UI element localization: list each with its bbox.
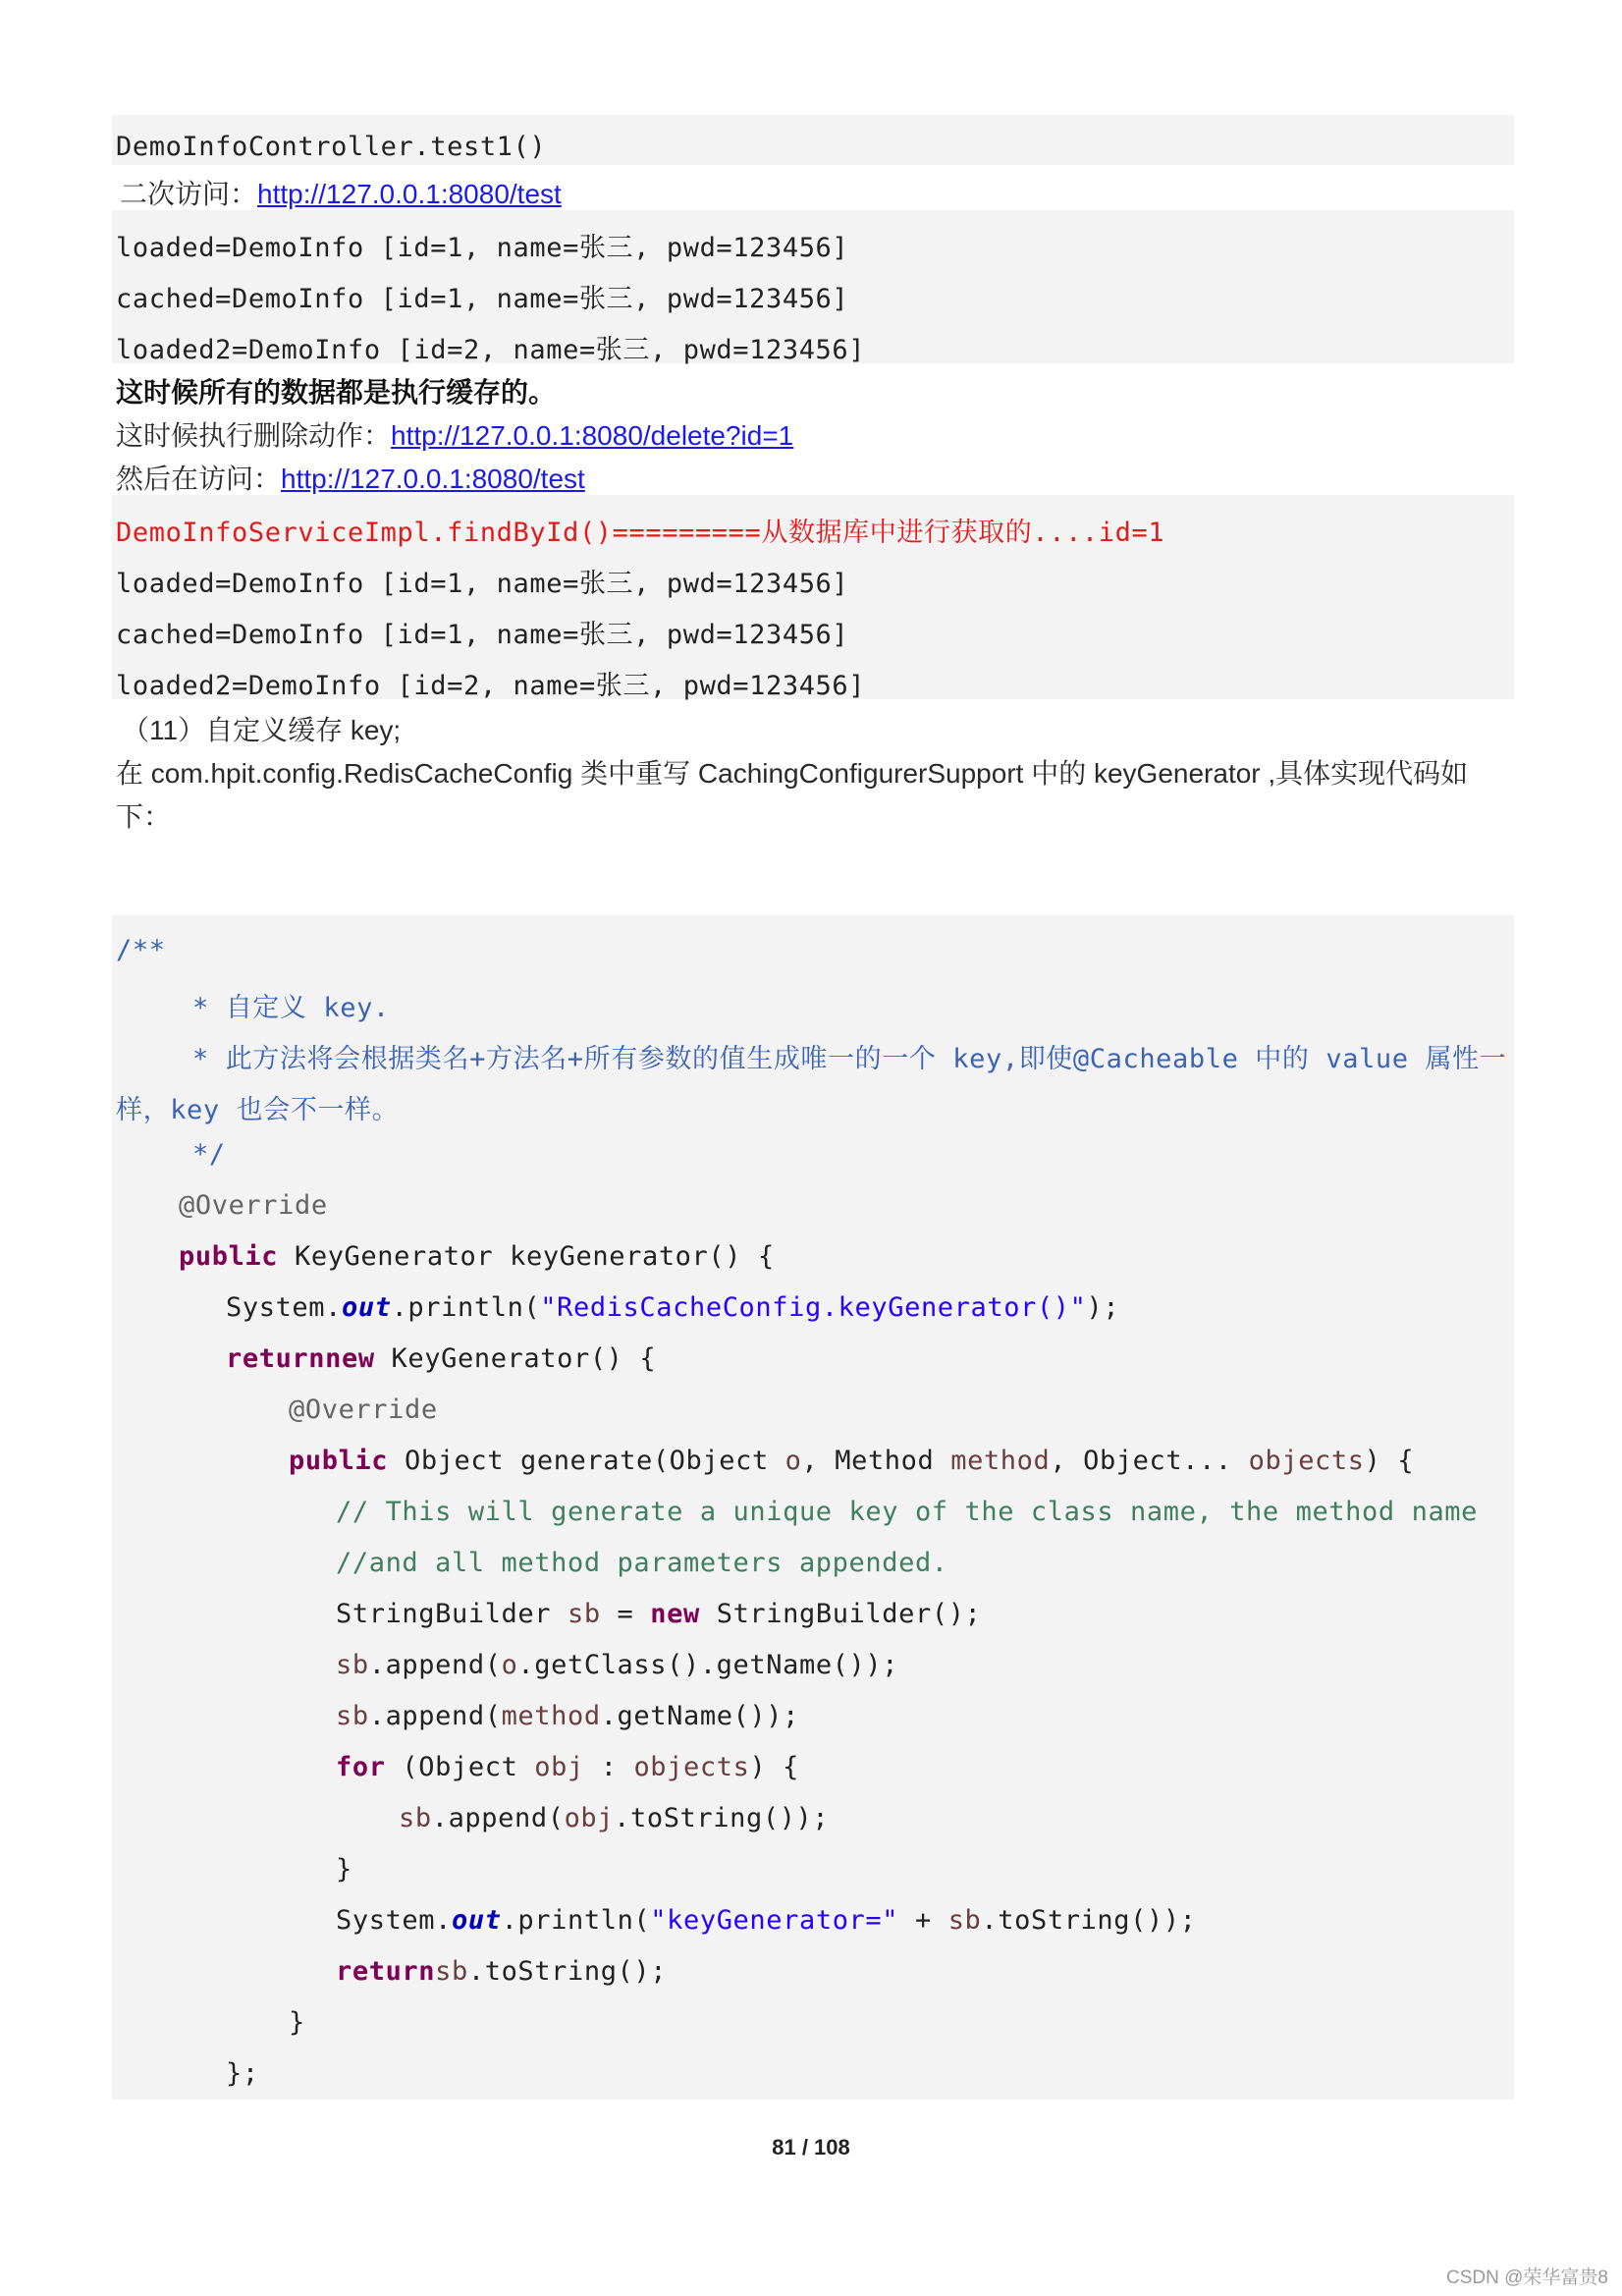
code-append-method [336, 1701, 1514, 1731]
code-annotation: @Override [289, 1394, 438, 1425]
output-line: loaded2=DemoInfo [id=2, name=张三, pwd=123456] [116, 671, 866, 701]
keyword: returnnew [226, 1343, 375, 1374]
code-text: .toString(); [467, 1956, 668, 1987]
param: objects [1248, 1446, 1365, 1476]
code-method-signature [179, 1241, 1514, 1272]
code-text: : [583, 1752, 634, 1782]
keyword: public [179, 1241, 279, 1272]
code-text: ) { [749, 1752, 800, 1782]
code-text: ) { [1364, 1446, 1415, 1476]
code-return-new [226, 1343, 1514, 1374]
output-line-db: DemoInfoServiceImpl.findById()=========从数据库中进行获取的....id=1 [116, 518, 1165, 548]
second-visit-label: 二次访问： [120, 179, 258, 209]
code-text: .println( [501, 1905, 651, 1936]
delete-url-link[interactable]: http://127.0.0.1:8080/delete?id=1 [391, 420, 794, 451]
field-out: out [452, 1905, 502, 1936]
delete-action-label: 这时候执行删除动作： [116, 420, 392, 451]
var-sb: sb [336, 1650, 369, 1680]
code-stringbuilder [336, 1599, 1514, 1629]
code-text: , Method [801, 1446, 951, 1476]
keyword: for [336, 1752, 386, 1782]
section-heading-11: （11）自定义缓存 key; [122, 715, 402, 745]
code-append-class [336, 1650, 1514, 1680]
code-text: StringBuilder [336, 1599, 568, 1629]
code-text: System. [336, 1905, 452, 1936]
code-generate-signature [289, 1446, 1514, 1476]
output-line: cached=DemoInfo [id=1, name=张三, pwd=123456] [116, 620, 849, 650]
test-url-link-2[interactable]: http://127.0.0.1:8080/test [281, 464, 585, 494]
code-for-loop [336, 1752, 1514, 1782]
code-text: .append( [368, 1650, 502, 1680]
string-literal: "keyGenerator=" [650, 1905, 899, 1936]
code-text: (Object [385, 1752, 535, 1782]
code-brace: } [336, 1854, 352, 1885]
code-brace: } [289, 2007, 305, 2038]
code-text: .getClass().getName()); [517, 1650, 899, 1680]
output-line: loaded2=DemoInfo [id=2, name=张三, pwd=123456] [116, 335, 866, 365]
test-url-link[interactable]: http://127.0.0.1:8080/test [257, 179, 562, 209]
code-text: , Object... [1050, 1446, 1249, 1476]
code-text: KeyGenerator keyGenerator() { [278, 1241, 775, 1272]
then-visit-line [116, 458, 1514, 497]
code-text: System. [226, 1292, 342, 1323]
var-sb: sb [435, 1956, 468, 1987]
watermark: CSDN @荣华富贵8 [1446, 2268, 1608, 2288]
field-out: out [342, 1292, 392, 1323]
var-sb: sb [567, 1599, 601, 1629]
code-comment-close: */ [192, 1139, 226, 1170]
code-text: .println( [391, 1292, 541, 1323]
code-text: + [898, 1905, 948, 1936]
keyword: public [289, 1446, 389, 1476]
code-comment-line: * 自定义 key. [192, 993, 390, 1023]
code-text: .append( [368, 1701, 502, 1731]
code-comment-line: 样，key 也会不一样。 [116, 1095, 400, 1125]
code-text: KeyGenerator() { [374, 1343, 657, 1374]
code-end: }; [226, 2058, 259, 2089]
param: method [950, 1446, 1051, 1476]
param: o [501, 1650, 518, 1680]
code-text: .toString()); [614, 1803, 830, 1833]
output-line: DemoInfoController.test1() [116, 132, 547, 162]
code-text: .getName()); [600, 1701, 799, 1731]
var-obj: obj [534, 1752, 584, 1782]
output-line: cached=DemoInfo [id=1, name=张三, pwd=123456] [116, 284, 849, 314]
code-text: Object generate(Object [388, 1446, 785, 1476]
code-comment-open: /** [116, 935, 166, 965]
param: o [784, 1446, 802, 1476]
code-annotation: @Override [179, 1190, 328, 1221]
code-text: .toString()); [981, 1905, 1197, 1936]
description-line-1: 在 com.hpit.config.RedisCacheConfig 类中重写 CachingConfigurerSupport 中的 keyGenerator ,具体实现代码如 [116, 758, 1469, 789]
cache-note: 这时候所有的数据都是执行缓存的。 [116, 377, 557, 408]
code-println [226, 1292, 1514, 1323]
var-sb: sb [336, 1701, 369, 1731]
code-text: ); [1086, 1292, 1120, 1323]
delete-action-line [116, 414, 1514, 454]
second-visit-line [120, 173, 1514, 212]
code-text: StringBuilder(); [699, 1599, 982, 1629]
output-line: loaded=DemoInfo [id=1, name=张三, pwd=123456] [116, 569, 849, 599]
param: method [501, 1701, 601, 1731]
output-line: loaded=DemoInfo [id=1, name=张三, pwd=123456] [116, 233, 849, 263]
description-line-2: 下： [116, 801, 172, 832]
code-line-comment: //and all method parameters appended. [336, 1548, 948, 1578]
keyword: new [650, 1599, 700, 1629]
code-line-comment: // This will generate a unique key of the class name, the method name [336, 1497, 1479, 1527]
var-sb: sb [399, 1803, 432, 1833]
code-return [336, 1956, 1514, 1987]
code-comment-line: * 此方法将会根据类名+方法名+所有参数的值生成唯一的一个 key,即使@Cacheable 中的 value 属性一 [192, 1044, 1507, 1074]
keyword: return [336, 1956, 436, 1987]
param: objects [633, 1752, 750, 1782]
var-obj: obj [564, 1803, 615, 1833]
then-visit-label: 然后在访问： [116, 464, 282, 494]
code-text: .append( [431, 1803, 565, 1833]
code-append-obj [399, 1803, 1514, 1833]
code-println-key [336, 1905, 1514, 1936]
var-sb: sb [947, 1905, 982, 1936]
page-number: 81 / 108 [772, 2135, 850, 2159]
string-literal: "RedisCacheConfig.keyGenerator()" [540, 1292, 1087, 1323]
code-text: = [600, 1599, 651, 1629]
